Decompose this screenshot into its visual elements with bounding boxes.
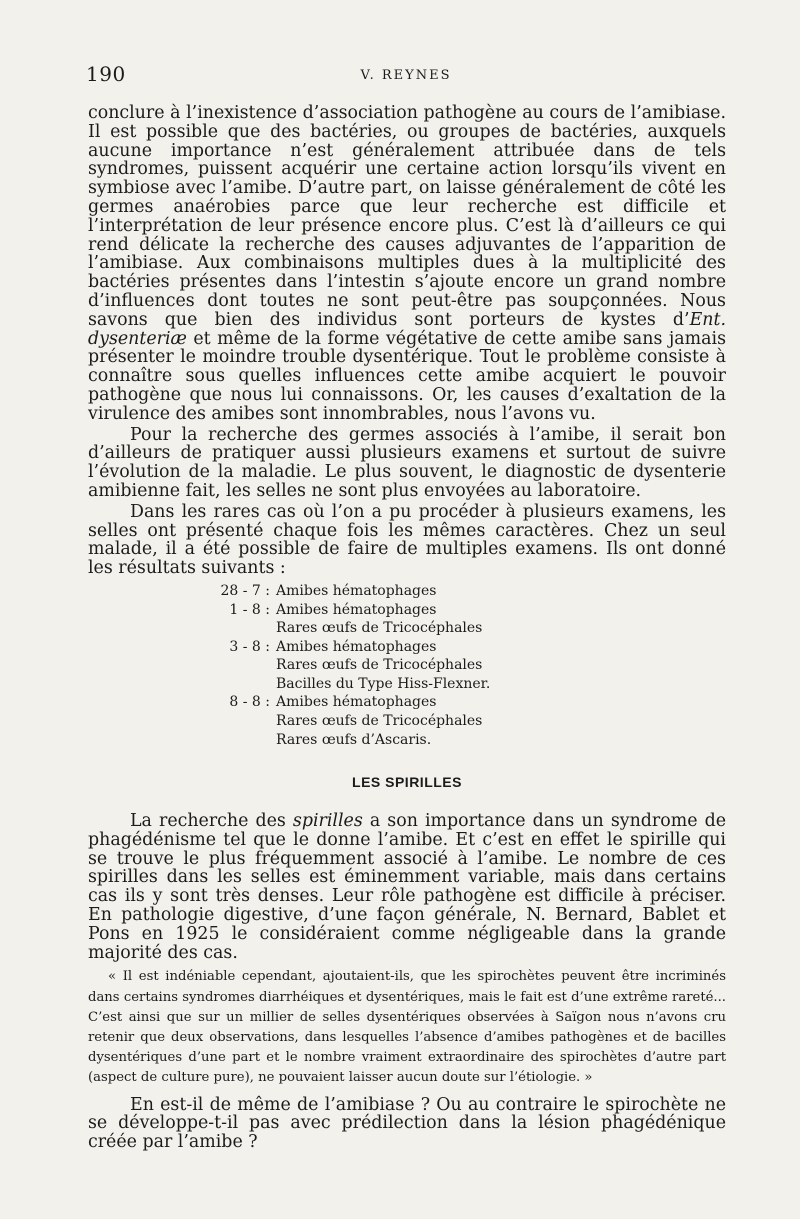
running-head: V. REYNES — [360, 68, 452, 83]
section-title: LES SPIRILLES — [352, 774, 462, 791]
result-entry — [210, 638, 540, 694]
paragraph-4-end: a son importance dans un syndrome de phagédénisme tel que le donne l’amibe. Et c’est en effet le spirille qui se trouve le plus fréquemment associé à l’amibe. Le nombre de ces spirilles dans les selles est éminemment variable, mais dans certains cas ils y sont très denses. Leur rôle pathogène est difficile à préciser. En pathologie digestive, d’une façon générale, N. Bernard, Bablet et Pons en 1925 le considéraient comme négligeable dans la grande majorité des cas. — [88, 811, 726, 963]
paragraph-5: En est-il de même de l’amibiase ? Ou au contraire le spirochète ne se développe-t-il pas avec prédilection dans la lésion phagédénique créée par l’amibe ? — [88, 1094, 726, 1153]
result-entry — [210, 601, 540, 638]
results-list — [210, 582, 540, 749]
result-entry — [210, 582, 540, 601]
result-line: Amibes hématophages — [276, 638, 437, 655]
result-line: Amibes hématophages — [276, 694, 437, 711]
paragraph-1-text: conclure à l’inexistence d’association pathogène au cours de l’amibiase. Il est possible que des bactéries, ou groupes de bactéries, auxquels aucune importance n’est généralement attribuée dans de tels syndromes, puissent acquérir une certaine action lorsqu’ils vivent en symbiose avec l’amibe. D’autre part, on laisse généralement de côté les germes anaérobies parce que leur recherche est difficile et l’interprétation de leur présence encore plus. C’est là d’ailleurs ce qui rend délicate la recherche des causes adjuvantes de l’apparition de l’amibiase. Aux combinaisons multiples dues à la multiplicité des bactéries présentes dans l’intestin s’ajoute encore un grand nombre d’influences dont toutes ne sont peut-être pas soupçonnées. Nous savons que bien des individus sont porteurs de kystes d’ — [88, 103, 726, 330]
result-line: Rares œufs de Tricocéphales — [276, 713, 483, 730]
paragraph-1-end: et même de la forme végétative de cette amibe sans jamais présenter le moindre trouble dysentérique. Tout le problème consiste à connaître sous quelles influences cette amibe acquiert le pouvoir pathogène que nous lui connaissons. Or, les causes d’exaltation de la virulence des amibes sont innombrables, nous l’avons vu. — [88, 328, 726, 424]
paragraph-4 — [88, 812, 726, 962]
result-date: 8 - 8 : — [229, 694, 270, 711]
result-line: Rares œufs de Tricocéphales — [276, 620, 483, 637]
paragraph-2: Pour la recherche des germes associés à l’amibe, il serait bon d’ailleurs de pratiquer aussi plusieurs examens et surtout de suivre l’évolution de la maladie. Le plus souvent, le diagnostic de dysenterie amibienne fait, les selles ne sont plus envoyées au laboratoire. — [88, 424, 726, 501]
paragraph-3: Dans les rares cas où l’on a pu procéder à plusieurs examens, les selles ont présenté chaque fois les mêmes caractères. Chez un seul malade, il a été possible de faire de multiples examens. Ils ont donné les résultats suivants : — [88, 501, 726, 579]
species-name: Ent. dysenteriæ — [88, 309, 726, 349]
block-quote: « Il est indéniable cependant, ajoutaient-ils, que les spirochètes peuvent être incriminés dans certains syndromes diarrhéiques et dysentériques, mais le fait est d’une extrême rareté... C’est ainsi que sur un millier de selles dysentériques observées à Saïgon nous n’avons cru retenir que deux observations, dans lesquelles l’absence d’amibes pathogènes et de bacilles dysentériques d’une part et le nombre vraiment extraordinaire des spirochètes d’autre part (aspect de culture pure), ne pouvaient laisser aucun doute sur l’étiologie. » — [88, 969, 726, 1086]
result-line: Rares œufs d’Ascaris. — [276, 731, 432, 748]
result-line: Rares œufs de Tricocéphales — [276, 657, 483, 674]
result-entry — [210, 693, 540, 749]
page-number: 190 — [86, 62, 126, 86]
paragraph-1 — [88, 104, 726, 424]
result-line: Amibes hématophages — [276, 601, 437, 618]
result-date: 28 - 7 : — [220, 582, 270, 599]
page-header — [86, 62, 726, 86]
result-line: Bacilles du Type Hiss-Flexner. — [276, 675, 491, 692]
result-date: 1 - 8 : — [229, 601, 270, 618]
paragraph-4-start: La recherche des — [130, 811, 293, 832]
result-line: Amibes hématophages — [276, 582, 437, 599]
spirilles-term: spirilles — [292, 811, 363, 832]
result-date: 3 - 8 : — [229, 638, 270, 655]
body-text — [88, 104, 726, 1152]
